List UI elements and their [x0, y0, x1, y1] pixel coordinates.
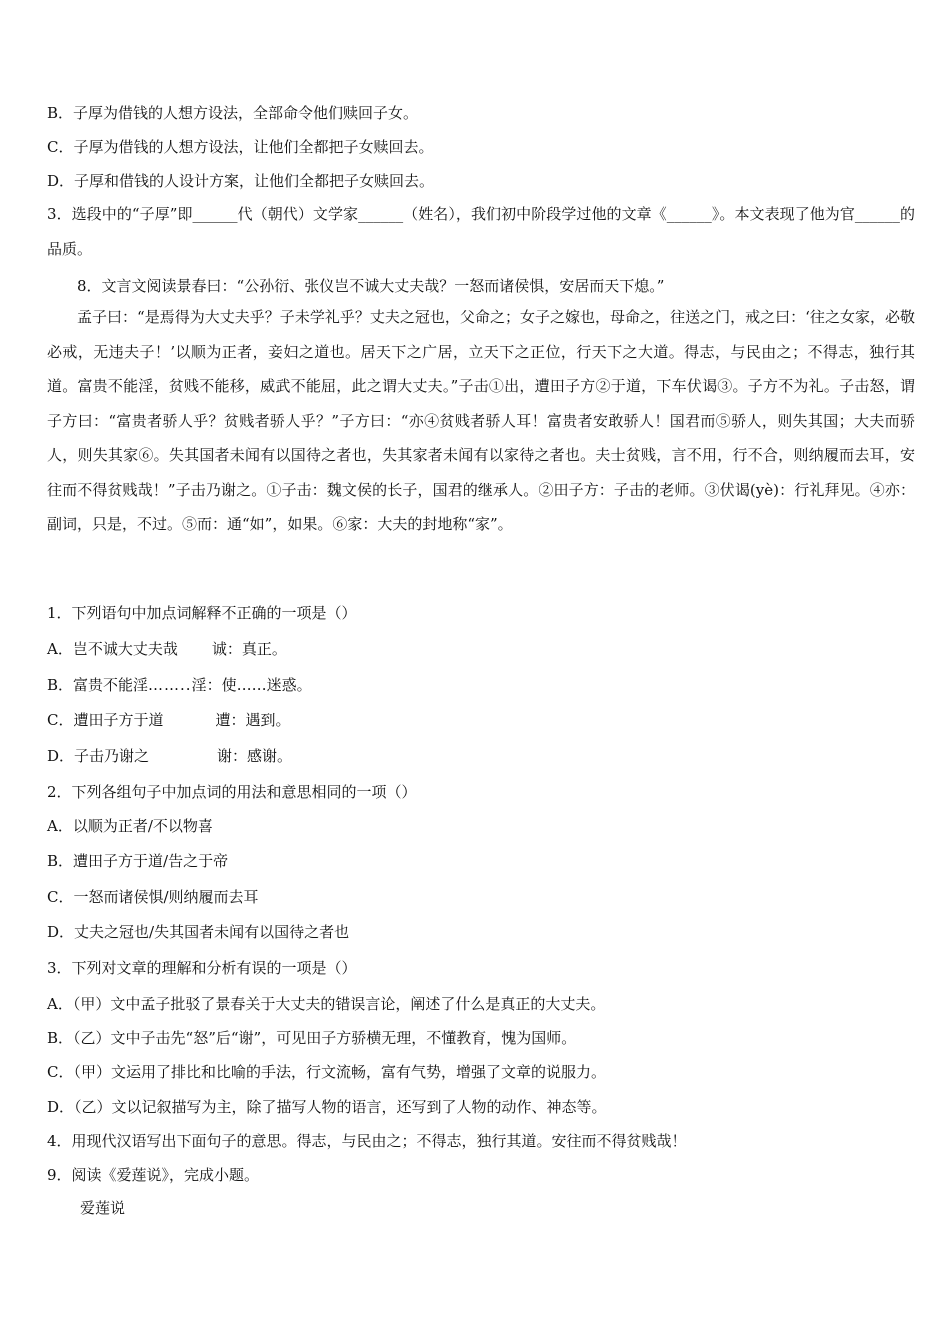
q8-3-option-a: A．（甲）文中孟子批驳了景春关于大丈夫的错误言论，阐述了什么是真正的大丈夫。 [47, 995, 606, 1013]
q8-1-option-d [47, 746, 910, 766]
question-7-3: 3．选段中的“子厚”即______代（朝代）文学家______（姓名），我们初中阶段学过他的文章《______》。本文表现了他为官______的品质。 [47, 205, 915, 258]
emphasis-dots: …….. [148, 676, 192, 694]
question-9-stem: 9．阅读《爱莲说》，完成小题。 [47, 1166, 260, 1184]
option-7d: D．子厚和借钱的人设计方案，让他们全都把子女赎回去。 [47, 172, 435, 190]
q8-2-option-c: C．一怒而诸侯惧/则纳履而去耳 [47, 888, 259, 906]
q8-1-option-b [47, 675, 910, 695]
option-7c: C．子厚为借钱的人想方设法，让他们全都把子女赎回去。 [47, 138, 434, 156]
question-8-intro: 8．文言文阅读景春曰：“公孙衍、张仪岂不诚大丈夫哉？一怒而诸侯惧，安居而天下熄。” [77, 277, 665, 295]
option-text: B．富贵不能淫 [47, 676, 149, 694]
option-text: C．遭田子方于道 [47, 711, 164, 729]
option-explanation: 遭：遇到。 [215, 711, 291, 729]
q8-1-option-a [47, 639, 910, 659]
option-explanation: 淫：使……迷惑。 [191, 676, 312, 694]
q8-2-stem: 2．下列各组句子中加点词的用法和意思相同的一项（） [47, 783, 417, 801]
question-9-title: 爱莲说 [80, 1199, 126, 1217]
option-explanation: 诚：真正。 [211, 640, 287, 658]
q8-1-stem: 1．下列语句中加点词解释不正确的一项是（） [47, 604, 357, 622]
q8-3-option-c: C．（甲）文运用了排比和比喻的手法，行文流畅，富有气势，增强了文章的说服力。 [47, 1063, 606, 1081]
q8-3-option-b: B．（乙）文中子击先“怒”后“谢”，可见田子方骄横无理，不懂教育，愧为国师。 [47, 1029, 577, 1047]
q8-3-option-d: D．（乙）文以记叙描写为主，除了描写人物的语言，还写到了人物的动作、神态等。 [47, 1098, 607, 1116]
option-explanation: 谢：感谢。 [217, 747, 293, 765]
option-text: D．子击乃谢之 [47, 747, 150, 765]
q8-2-option-b: B．遭田子方于道/告之于帝 [47, 852, 229, 870]
q8-2-option-d: D．丈夫之冠也/失其国者未闻有以国待之者也 [47, 923, 350, 941]
q8-4-stem: 4．用现代汉语写出下面句子的意思。得志，与民由之；不得志，独行其道。安往而不得贫贱哉！ [47, 1132, 687, 1150]
question-8-passage: 孟子曰：“是焉得为大丈夫乎？子未学礼乎？丈夫之冠也，父命之；女子之嫁也，母命之，往送之门，戒之曰：‘往之女家，必敬必戒，无违夫子！’以顺为正者，妾妇之道也。居天下之广居，立天下之正位，行天下之大道。得志，与民由之；不得志，独行其道。富贵不能淫，贫贱不能移，威武不能屈，此之谓大丈夫。”子击①出，遭田子方②于道，下车伏谒③。子方不为礼。子击怒，谓子方曰：“富贵者骄人乎？贫贱者骄人乎？”子方曰：“亦④贫贱者骄人耳！富贵者安敢骄人！国君而⑤骄人，则失其国；大夫而骄人，则失其家⑥。失其国者未闻有以国待之者也，失其家者未闻有以家待之者也。夫士贫贱，言不用，行不合，则纳履而去耳，安往而不得贫贱哉！”子击乃谢之。①子击：魏文侯的长子，国君的继承人。②田子方：子击的老师。③伏谒(yè)：行礼拜见。④亦：副词，只是，不过。⑤而：通“如”，如果。⑥家：大夫的封地称“家”。 [47, 308, 915, 533]
option-text: A．岂不诚大丈夫哉 [47, 640, 178, 658]
q8-1-option-c [47, 710, 910, 730]
q8-2-option-a: A．以顺为正者/不以物喜 [47, 817, 213, 835]
option-7b: B．子厚为借钱的人想方设法，全部命令他们赎回子女。 [47, 104, 419, 122]
q8-3-stem: 3．下列对文章的理解和分析有误的一项是（） [47, 959, 357, 977]
